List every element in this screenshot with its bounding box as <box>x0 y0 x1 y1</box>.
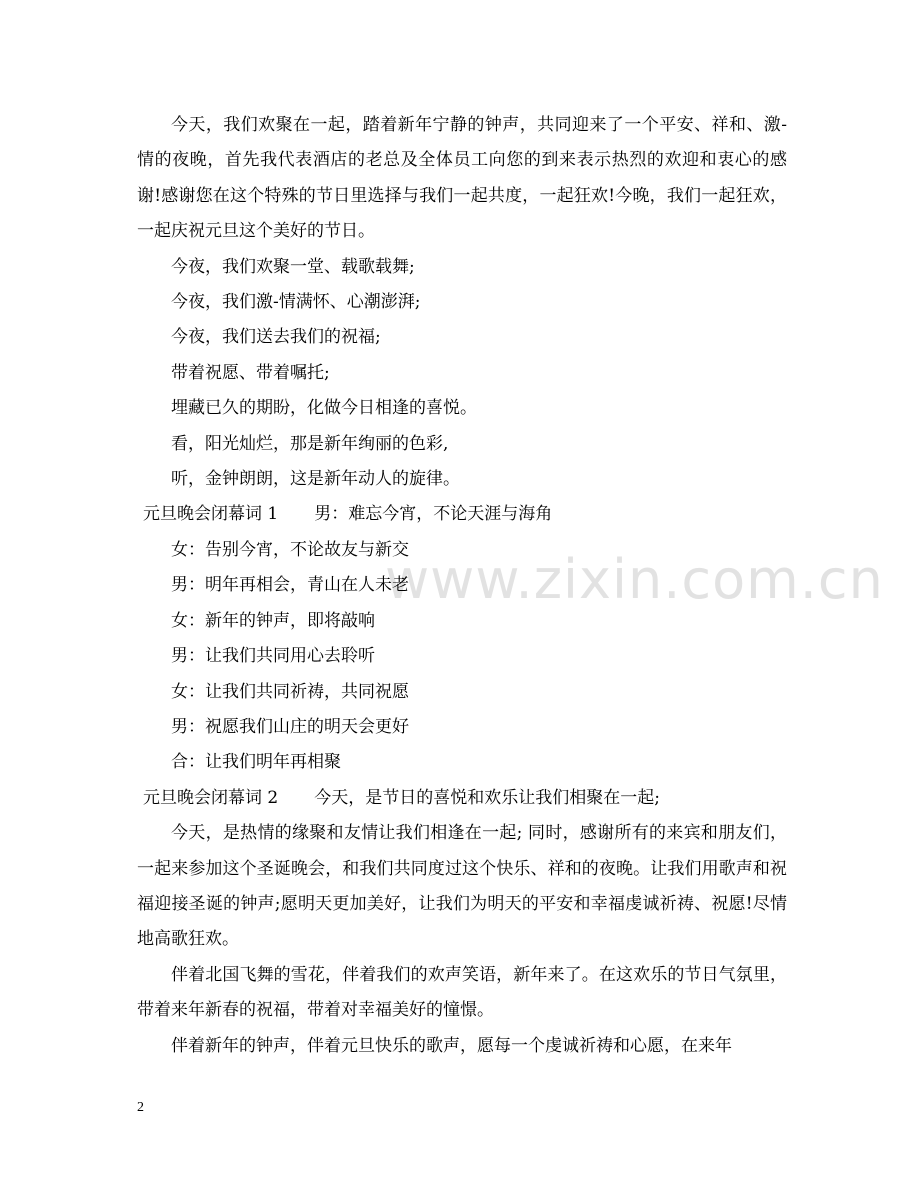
intro-paragraph: 今天，我们欢聚在一起，踏着新年宁静的钟声，共同迎来了一个平安、祥和、激-情的夜晚，首先我代表酒店的老总及全体员工向您的到来表示热烈的欢迎和衷心的感谢!感谢您在这个特殊的节日里选择与我们一起共度，一起狂欢!今晚，我们一起狂欢，一起庆祝元旦这个美好的节日。 <box>137 115 787 242</box>
body-paragraph: 伴着北国飞舞的雪花，伴着我们的欢声笑语，新年来了。在这欢乐的节日气氛里，带着来年新春的祝福，带着对幸福美好的憧憬。 <box>137 964 787 1021</box>
verse-line: 今夜，我们送去我们的祝福; <box>171 327 381 348</box>
page-number: 2 <box>137 1100 144 1115</box>
verse-line: 今夜，我们欢聚一堂、载歌载舞; <box>171 256 415 277</box>
verse-line: 带着祝愿、带着嘱托; <box>171 362 330 383</box>
dialogue-line: 女：让我们共同祈祷，共同祝愿 <box>171 681 409 702</box>
section-2-heading <box>137 781 787 816</box>
dialogue-line: 男：让我们共同用心去聆听 <box>171 646 375 667</box>
document-body <box>137 108 787 1064</box>
dialogue-line: 女：告别今宵，不论故友与新交 <box>171 539 409 560</box>
dialogue-line: 女：新年的钟声，即将敲响 <box>171 610 375 631</box>
watermark: www.zixin.com.cn <box>385 548 884 611</box>
verse-line: 看，阳光灿烂，那是新年绚丽的色彩, <box>171 433 449 454</box>
section-1-heading <box>137 497 787 532</box>
verse-line: 今夜，我们激-情满怀、心潮澎湃; <box>171 292 421 313</box>
verse-line: 埋藏已久的期盼，化做今日相逢的喜悦。 <box>171 398 477 419</box>
dialogue-line: 男：明年再相会，青山在人未老 <box>171 575 409 596</box>
section-1-first-line: 男：难忘今宵，不论天涯与海角 <box>314 504 553 525</box>
dialogue-line: 男：祝愿我们山庄的明天会更好 <box>171 716 409 737</box>
body-paragraph: 伴着新年的钟声，伴着元旦快乐的歌声，愿每一个虔诚祈祷和心愿，在来年 <box>171 1035 732 1056</box>
section-2-title: 元旦晚会闭幕词 2 <box>143 787 279 808</box>
section-1-title: 元旦晚会闭幕词 1 <box>143 504 279 525</box>
dialogue-line: 合：让我们明年再相聚 <box>171 752 341 773</box>
section-2-first-line: 今天，是节日的喜悦和欢乐让我们相聚在一起; <box>314 787 660 808</box>
body-paragraph: 今天，是热情的缘聚和友情让我们相逢在一起; 同时，感谢所有的来宾和朋友们，一起来参加这个圣诞晚会，和我们共同度过这个快乐、祥和的夜晚。让我们用歌声和祝福迎接圣诞的钟声;愿明天更加美好，让我们为明天的平安和幸福虔诚祈祷、祝愿!尽情地高歌狂欢。 <box>137 823 787 950</box>
verse-line: 听，金钟朗朗，这是新年动人的旋律。 <box>171 469 460 490</box>
